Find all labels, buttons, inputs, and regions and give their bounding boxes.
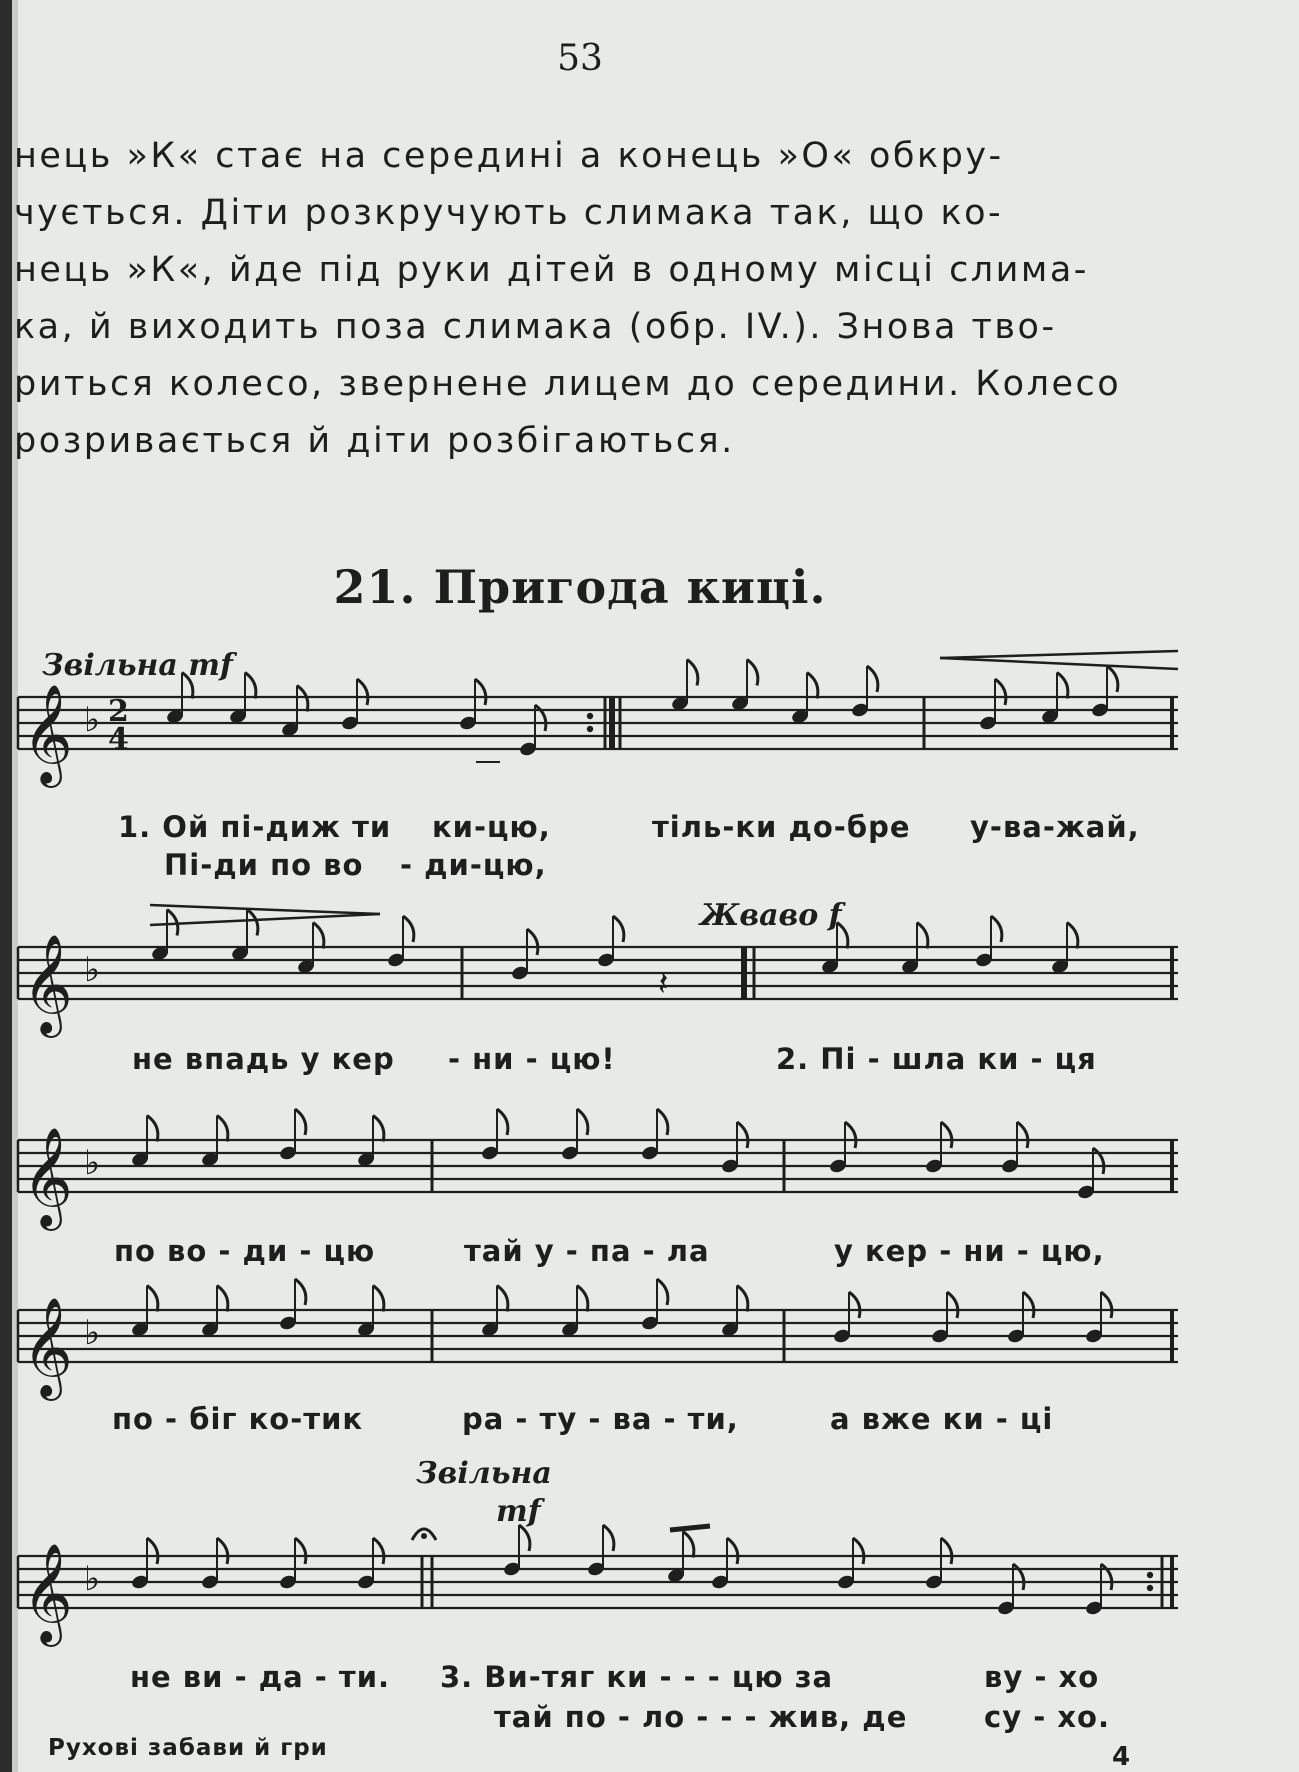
flat-sign-icon: ♭: [84, 700, 101, 740]
note-flag: [603, 1525, 614, 1551]
rest-icon: 𝄽: [658, 964, 669, 1004]
note-flag: [295, 1538, 306, 1564]
note-flag: [217, 1286, 228, 1312]
note-flag: [737, 1286, 748, 1312]
hairpin-line: [940, 651, 1178, 658]
tempo-marking-start: Звільна mf: [42, 648, 233, 683]
hairpin-line: [150, 905, 380, 914]
lyric-line: ра - ту - ва - ти,: [462, 1402, 739, 1436]
note-flag: [373, 1538, 384, 1564]
lyric-line: по во - ди - цю: [114, 1234, 376, 1268]
note-flag: [577, 1109, 588, 1135]
note-flag: [313, 923, 324, 949]
note-flag: [245, 673, 256, 699]
lyric-line: - ни - цю!: [448, 1042, 616, 1076]
treble-clef-icon: 𝄞: [22, 684, 73, 784]
lyric-line: по - біг ко-тик: [112, 1402, 364, 1436]
note-flag: [657, 1279, 668, 1305]
lyric-line: 2. Пі - шла ки - ця: [776, 1042, 1097, 1076]
hairpin-line: [150, 914, 380, 925]
note-flag: [1057, 673, 1068, 699]
fermata-dot: [421, 1533, 427, 1539]
paragraph-line: нець »К«, йде під руки дітей в одному місці слима-: [14, 250, 1089, 290]
tempo-marking-slow: Звільна: [416, 1456, 552, 1491]
lyric-line: у-ва-жай,: [970, 810, 1140, 844]
paragraph-line: ка, й виходить поза слимака (обр. IV.). Знова тво-: [14, 307, 1057, 347]
tempo-marking-lively: Жваво f: [700, 898, 842, 933]
note-flag: [995, 679, 1006, 705]
note-flag: [613, 916, 624, 942]
repeat-dot: [587, 726, 593, 732]
lyric-line: а вже ки - ці: [830, 1402, 1054, 1436]
note-flag: [147, 1286, 158, 1312]
repeat-dot: [1147, 1585, 1153, 1591]
note-flag: [687, 660, 698, 686]
hairpin-line: [940, 658, 1178, 669]
note-flag: [941, 1538, 952, 1564]
note-flag: [1101, 1292, 1112, 1318]
lyric-line: не впадь у кер: [132, 1042, 395, 1076]
note-flag: [295, 1279, 306, 1305]
time-signature-icon: 2: [108, 694, 129, 729]
flat-sign-icon: ♭: [84, 950, 101, 990]
signature-mark: 4: [1112, 1742, 1131, 1772]
note-flag: [147, 1116, 158, 1142]
time-signature-icon: 4: [108, 722, 129, 757]
note-flag: [657, 1109, 668, 1135]
treble-clef-icon: 𝄞: [22, 1297, 73, 1397]
lyric-line: тіль-ки до-бре: [652, 810, 911, 844]
lyric-line: у кер - ни - цю,: [834, 1234, 1105, 1268]
treble-clef-icon: 𝄞: [22, 1543, 73, 1643]
note-flag: [217, 1538, 228, 1564]
lyric-line: не ви - да - ти.: [130, 1660, 391, 1694]
note-flag: [853, 1538, 864, 1564]
note-flag: [747, 660, 758, 686]
note-flag: [991, 916, 1002, 942]
lyric-line: тай по - ло - - - жив, де: [494, 1700, 908, 1734]
note-flag: [1067, 923, 1078, 949]
note-flag: [941, 1122, 952, 1148]
lyric-line: ки-цю,: [432, 810, 551, 844]
note-flag: [403, 916, 414, 942]
paragraph-line: чується. Діти розкручують слимака так, що ко-: [14, 193, 1004, 233]
song-title: 21. Пригода киці.: [333, 560, 827, 614]
note-flag: [727, 1538, 738, 1564]
note-flag: [357, 679, 368, 705]
note-flag: [947, 1292, 958, 1318]
note-flag: [807, 673, 818, 699]
note-flag: [867, 666, 878, 692]
note-flag: [297, 686, 308, 712]
note-flag: [373, 1286, 384, 1312]
note-flag: [295, 1109, 306, 1135]
note-flag: [527, 929, 538, 955]
lyric-line: су - хо.: [984, 1700, 1110, 1734]
lyric-line: 1. Ой пі-диж ти: [118, 810, 392, 844]
note-flag: [849, 1292, 860, 1318]
repeat-dot: [1147, 1572, 1153, 1578]
note-flag: [1023, 1292, 1034, 1318]
note-flag: [917, 923, 928, 949]
note-flag: [147, 1538, 158, 1564]
note-flag: [1107, 666, 1118, 692]
note-flag: [373, 1116, 384, 1142]
repeat-dot: [587, 713, 593, 719]
lyric-line: ву - хо: [984, 1660, 1100, 1694]
lyric-line: тай у - па - ла: [464, 1234, 710, 1268]
paragraph-line: нець »К« стає на середині а конець »О« обкру-: [14, 136, 1004, 176]
flat-sign-icon: ♭: [84, 1559, 101, 1599]
flat-sign-icon: ♭: [84, 1143, 101, 1183]
note-flag: [845, 1122, 856, 1148]
treble-clef-icon: 𝄞: [22, 934, 73, 1034]
note-flag: [497, 1286, 508, 1312]
flat-sign-icon: ♭: [84, 1313, 101, 1353]
note-flag: [475, 679, 486, 705]
paragraph-line: риться колесо, звернене лицем до середини. Колесо: [14, 364, 1122, 404]
dynamic-marking: mf: [496, 1494, 541, 1529]
note-flag: [217, 1116, 228, 1142]
note-flag: [497, 1109, 508, 1135]
lyric-line: 3. Ви-тяг ки - - - цю за: [440, 1660, 834, 1694]
page-number: 53: [557, 38, 603, 79]
note-flag: [683, 1532, 694, 1558]
lyric-line: Пі-ди по во: [164, 848, 364, 882]
treble-clef-icon: 𝄞: [22, 1127, 73, 1227]
lyric-line: - ди-цю,: [400, 848, 547, 882]
note-beam: [670, 1526, 710, 1530]
note-flag: [577, 1286, 588, 1312]
note-flag: [1017, 1122, 1028, 1148]
book-footer: Рухові забави й гри: [48, 1735, 328, 1761]
paragraph-line: розривається й діти розбігаються.: [14, 421, 735, 461]
note-flag: [737, 1122, 748, 1148]
note-flag: [247, 910, 258, 936]
